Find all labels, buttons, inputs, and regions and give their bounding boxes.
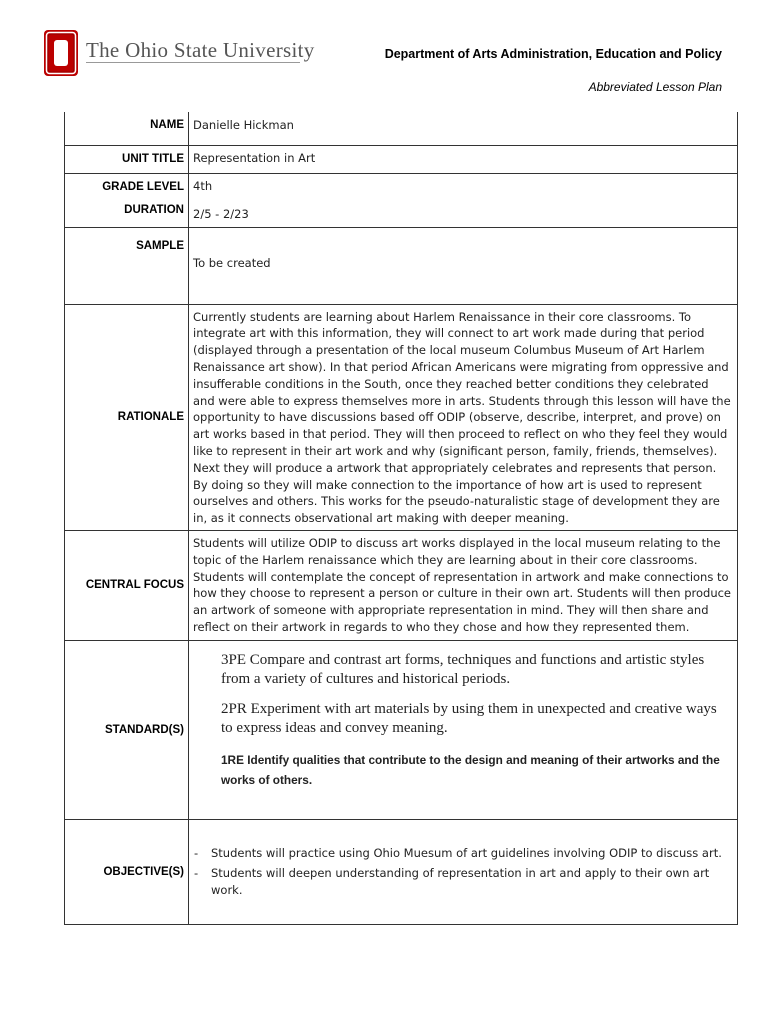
grade-level-label: GRADE LEVEL — [102, 181, 184, 193]
row-central-focus — [65, 530, 738, 640]
list-item — [193, 865, 733, 899]
row-standards — [65, 640, 738, 819]
row-name — [65, 112, 738, 146]
central-focus-label: CENTRAL FOCUS — [65, 530, 189, 640]
plan-type: Abbreviated Lesson Plan — [588, 80, 722, 94]
row-rationale — [65, 304, 738, 530]
standards-label: STANDARD(S) — [65, 640, 189, 819]
rationale-label: RATIONALE — [65, 304, 189, 530]
grade-duration-labels — [65, 174, 189, 228]
grade-duration-values — [189, 174, 738, 228]
bullet-dash: - — [194, 865, 199, 880]
row-unit-title — [65, 146, 738, 174]
objective-text: Students will practice using Ohio Muesum of art guidelines involving ODIP to discuss art. — [211, 846, 722, 861]
bullet-dash: - — [194, 846, 199, 861]
standard-item: 2PR Experiment with art materials by using them in unexpected and creative ways to express ideas and convey meaning. — [221, 700, 717, 736]
rationale-value: Currently students are learning about Harlem Renaissance in their core classrooms. To integrate art with this information, they will connect to art work made during that period (displayed through a presentation of the local museum Columbus Museum of Art Harlem Renaissance art show). In that period African Americans were migrating from oppressive and insufferable conditions in the South, once they reached better conditions they celebrated and were able to express themselves more in arts. Students through this lesson will have the opportunity to have discussions based off ODIP (observe, describe, interpret, and prove) on art works based in that period. They will then proceed to reflect on who they feel they would like to represent in their art work and why (significant person, family, friends, themselves). Next they will produce a artwork that appropriately celebrates and represents that person. By doing so they will make connection to the importance of how art is used to represent ourselves and others. This works for the pseudo-naturalistic stage of development they are in, as it connects observational art making with deeper meaning. — [189, 304, 738, 530]
university-underline — [86, 62, 300, 63]
lesson-plan-table — [64, 112, 738, 925]
duration-label: DURATION — [124, 204, 184, 216]
row-grade-duration — [65, 174, 738, 228]
standard-item: 3PE Compare and contrast art forms, techniques and functions and artistic styles from a variety of cultures and historical periods. — [221, 651, 705, 687]
ohio-state-block-o-icon — [44, 30, 78, 76]
central-focus-value: Students will utilize ODIP to discuss art works displayed in the local museum relating to the topic of the Harlem renaissance which they are learning about in their core classrooms. Students will contemplate the concept of representation in artwork and make connections to how they choose to represent a person or culture in their own art. Students will then produce an artwork of someone with appropriate representation in mind. They will then share and reflect on their artwork in regards to who they chose and how they represented them. — [189, 530, 738, 640]
name-value: Danielle Hickman — [189, 112, 738, 146]
row-objectives — [65, 819, 738, 924]
row-sample — [65, 227, 738, 304]
university-name: The Ohio State University — [86, 38, 315, 62]
standards-list — [189, 640, 738, 819]
standard-item: 1RE Identify qualities that contribute to the design and meaning of their artworks and the works of others. — [221, 752, 720, 787]
unit-title-value: Representation in Art — [189, 146, 738, 174]
unit-title-label: UNIT TITLE — [65, 146, 189, 174]
list-item — [193, 845, 733, 862]
sample-value: To be created — [189, 227, 738, 304]
objectives-label: OBJECTIVE(S) — [65, 819, 189, 924]
sample-label: SAMPLE — [65, 227, 189, 304]
objective-text: Students will deepen understanding of representation in art and apply to their own art work. — [211, 865, 710, 897]
grade-level-value: 4th — [193, 179, 213, 193]
duration-value: 2/5 - 2/23 — [193, 206, 249, 221]
objectives-list — [189, 819, 738, 924]
document-header — [0, 0, 768, 110]
department-name: Department of Arts Administration, Education and Policy — [384, 47, 722, 61]
name-label: NAME — [65, 112, 189, 146]
